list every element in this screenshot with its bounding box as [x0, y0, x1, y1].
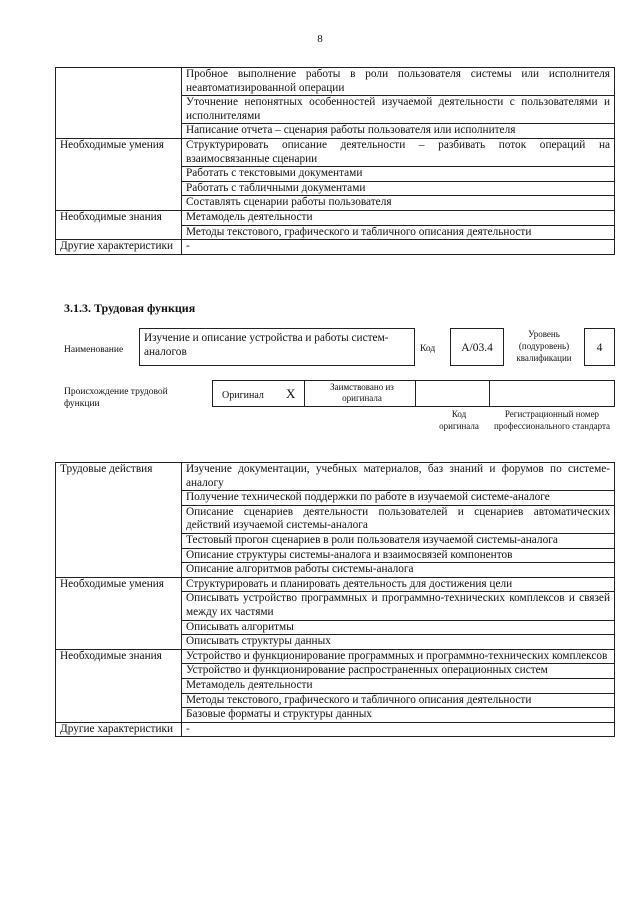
row-item: Описывать алгоритмы	[182, 620, 615, 635]
origin-label: Происхождение трудовой функции	[64, 387, 168, 409]
row-label: Необходимые умения	[56, 138, 182, 210]
row-item: Уточнение непонятных особенностей изучаемой деятельности с пользователями и исполнителями	[182, 96, 615, 124]
row-item: Составлять сценарии работы пользователя	[182, 196, 615, 211]
page-number: 8	[317, 33, 323, 45]
row-item: Метамодель деятельности	[182, 210, 615, 225]
origin-divider-2	[415, 380, 416, 407]
row-item: Описание алгоритмов работы системы-аналога	[182, 563, 615, 578]
row-item: Изучение документации, учебных материалов, баз знаний и форумов по системе-аналогу	[182, 463, 615, 491]
row-item: Базовые форматы и структуры данных	[182, 708, 615, 723]
row-item: Описание сценариев деятельности пользователей и сценариев автоматических действий изучаемой системы-аналога	[182, 505, 615, 533]
row-item: Структурировать описание деятельности – разбивать поток операций на взаимосвязанные сценарии	[182, 138, 615, 166]
table-row	[56, 577, 615, 592]
origin-box	[212, 380, 615, 407]
original-mark: X	[286, 386, 296, 401]
borrowed-label: Заимствовано из оригинала	[330, 382, 394, 403]
regnum-caption: Регистрационный номер профессионального стандарта	[493, 409, 611, 431]
name-value: Изучение и описание устройства и работы систем-аналогов	[144, 332, 389, 358]
row-item: Работать с табличными документами	[182, 181, 615, 196]
row-label: Необходимые знания	[56, 210, 182, 239]
row-item: Метамодель деятельности	[182, 678, 615, 693]
row-item: -	[182, 240, 615, 255]
row-item: Устройство и функционирование распространенных операционных систем	[182, 664, 615, 679]
row-item: Описывать структуры данных	[182, 635, 615, 650]
requirements-table-2	[55, 462, 615, 737]
code-label: Код	[420, 344, 436, 354]
table-row	[56, 210, 615, 225]
row-label	[56, 68, 182, 139]
row-item: Работать с текстовыми документами	[182, 167, 615, 182]
original-label: Оригинал	[222, 390, 264, 401]
table-row	[56, 722, 615, 737]
row-item: Написание отчета – сценария работы пользователя или исполнителя	[182, 124, 615, 139]
requirements-table-1	[55, 67, 615, 255]
origin-divider-1	[304, 380, 305, 407]
row-label: Другие характеристики	[56, 722, 182, 737]
table-row	[56, 240, 615, 255]
row-label: Необходимые умения	[56, 577, 182, 649]
row-item: Структурировать и планировать деятельность для достижения цели	[182, 577, 615, 592]
table-row	[56, 68, 615, 96]
name-label: Наименование	[64, 345, 124, 355]
row-item: Получение технической поддержки по работе в изучаемой системе-аналоге	[182, 491, 615, 506]
row-item: Методы текстового, графического и табличного описания деятельности	[182, 225, 615, 240]
table-row	[56, 138, 615, 166]
code-caption: Код оригинала	[439, 409, 479, 431]
row-item: Тестовый прогон сценариев в роли пользователя изучаемой системы-аналога	[182, 533, 615, 548]
level-value: 4	[584, 328, 615, 366]
row-item: -	[182, 722, 615, 737]
row-item: Пробное выполнение работы в роли пользователя системы или исполнителя неавтоматизированной операции	[182, 68, 615, 96]
row-item: Устройство и функционирование программных и программно-технических комплексов	[182, 649, 615, 664]
code-value: A/03.4	[450, 328, 504, 366]
row-item: Методы текстового, графического и табличного описания деятельности	[182, 693, 615, 708]
level-label: Уровень (подуровень) квалификации	[516, 329, 572, 363]
row-label: Трудовые действия	[56, 463, 182, 578]
row-item: Описывать устройство программных и программно-технических комплексов и связей между их частями	[182, 592, 615, 620]
row-item: Описание структуры системы-аналога и взаимосвязей компонентов	[182, 548, 615, 563]
origin-divider-3	[489, 380, 490, 407]
row-label: Другие характеристики	[56, 240, 182, 255]
table-row	[56, 463, 615, 491]
section-heading: 3.1.3. Трудовая функция	[64, 301, 196, 315]
table-row	[56, 649, 615, 664]
name-value-box	[139, 328, 415, 366]
row-label: Необходимые знания	[56, 649, 182, 722]
